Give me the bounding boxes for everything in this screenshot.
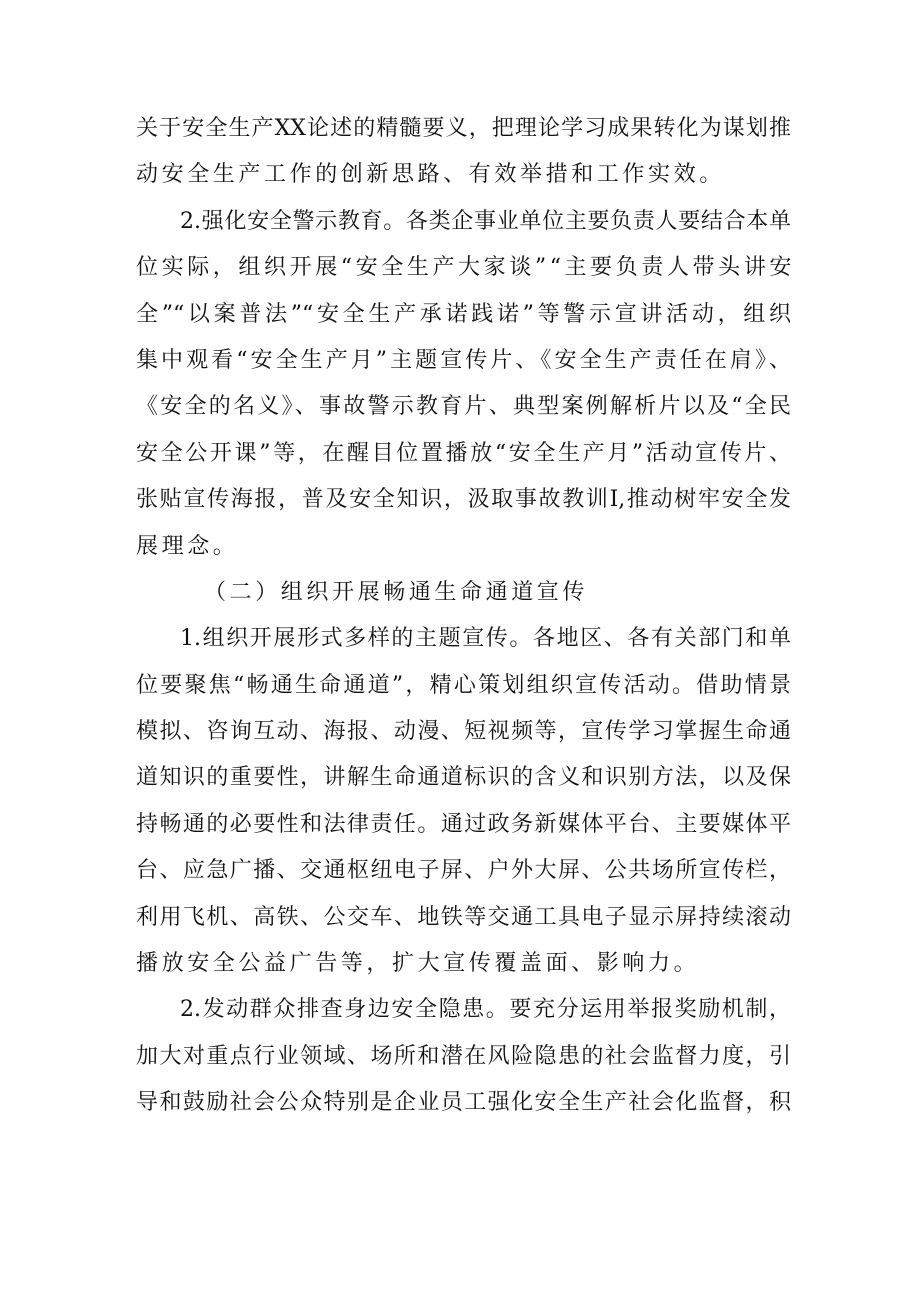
text-line: 台、应急广播、交通枢纽电子屏、户外大屏、公共场所宣传栏， [136, 858, 791, 884]
text-line: 加大对重点行业领域、场所和潜在风险隐患的社会监督力度，引 [136, 1043, 791, 1069]
text-line: 《安全的名义》、事故警示教育片、典型案例解析片以及“全民 [136, 394, 791, 420]
text-line: 持畅通的必要性和法律责任。通过政务新媒体平台、主要媒体平 [136, 811, 791, 837]
text-line: 利用飞机、高铁、公交车、地铁等交通工具电子显示屏持续滚动 [136, 904, 791, 930]
text-line: 展理念。 [136, 533, 239, 559]
text-line: 导和鼓励社会公众特别是企业员工强化安全生产社会化监督，积 [136, 1090, 791, 1116]
text-line: 位要聚焦“畅通生命通道”，精心策划组织宣传活动。借助情景 [136, 672, 791, 698]
document-body [136, 106, 795, 1127]
text-line: 模拟、咨询互动、海报、动漫、短视频等，宣传学习掌握生命通 [136, 719, 791, 745]
text-line: 1.组织开展形式多样的主题宣传。各地区、各有关部门和单 [180, 626, 791, 652]
text-line: 张贴宣传海报，普及安全知识，汲取事故教训I,推动树牢安全发 [136, 487, 791, 513]
section-heading-text: （二）组织开展畅通生命通道宣传 [204, 579, 589, 605]
text-line: 集中观看“安全生产月”主题宣传片、《安全生产责任在肩》、 [136, 347, 791, 373]
text-line: 道知识的重要性，讲解生命通道标识的含义和识别方法，以及保 [136, 765, 791, 791]
text-line: 位实际，组织开展“安全生产大家谈”“主要负责人带头讲安 [136, 255, 795, 281]
text-line: 动安全生产工作的创新思路、有效举措和工作实效。 [136, 162, 725, 188]
text-line: 2.发动群众排查身边安全隐患。要充分运用举报奖励机制， [180, 997, 791, 1023]
section-heading [136, 570, 791, 616]
text-line: 安全公开课”等，在醒目位置播放“安全生产月”活动宣传片、 [136, 440, 791, 466]
paragraph-mobilize-public [136, 987, 791, 1126]
text-line: 2.强化安全警示教育。各类企事业单位主要负责人要结合本单 [180, 208, 791, 234]
text-line: 全”“以案普法”“安全生产承诺践诺”等警示宣讲活动，组织 [136, 301, 791, 327]
paragraph-warning-education [136, 199, 795, 570]
paragraph-theme-publicity [136, 616, 791, 987]
text-line: 关于安全生产XX论述的精髓要义，把理论学习成果转化为谋划推 [136, 116, 791, 141]
text-line: 播放安全公益广告等，扩大宣传覆盖面、影响力。 [136, 951, 700, 977]
paragraph-continuation [136, 106, 791, 199]
